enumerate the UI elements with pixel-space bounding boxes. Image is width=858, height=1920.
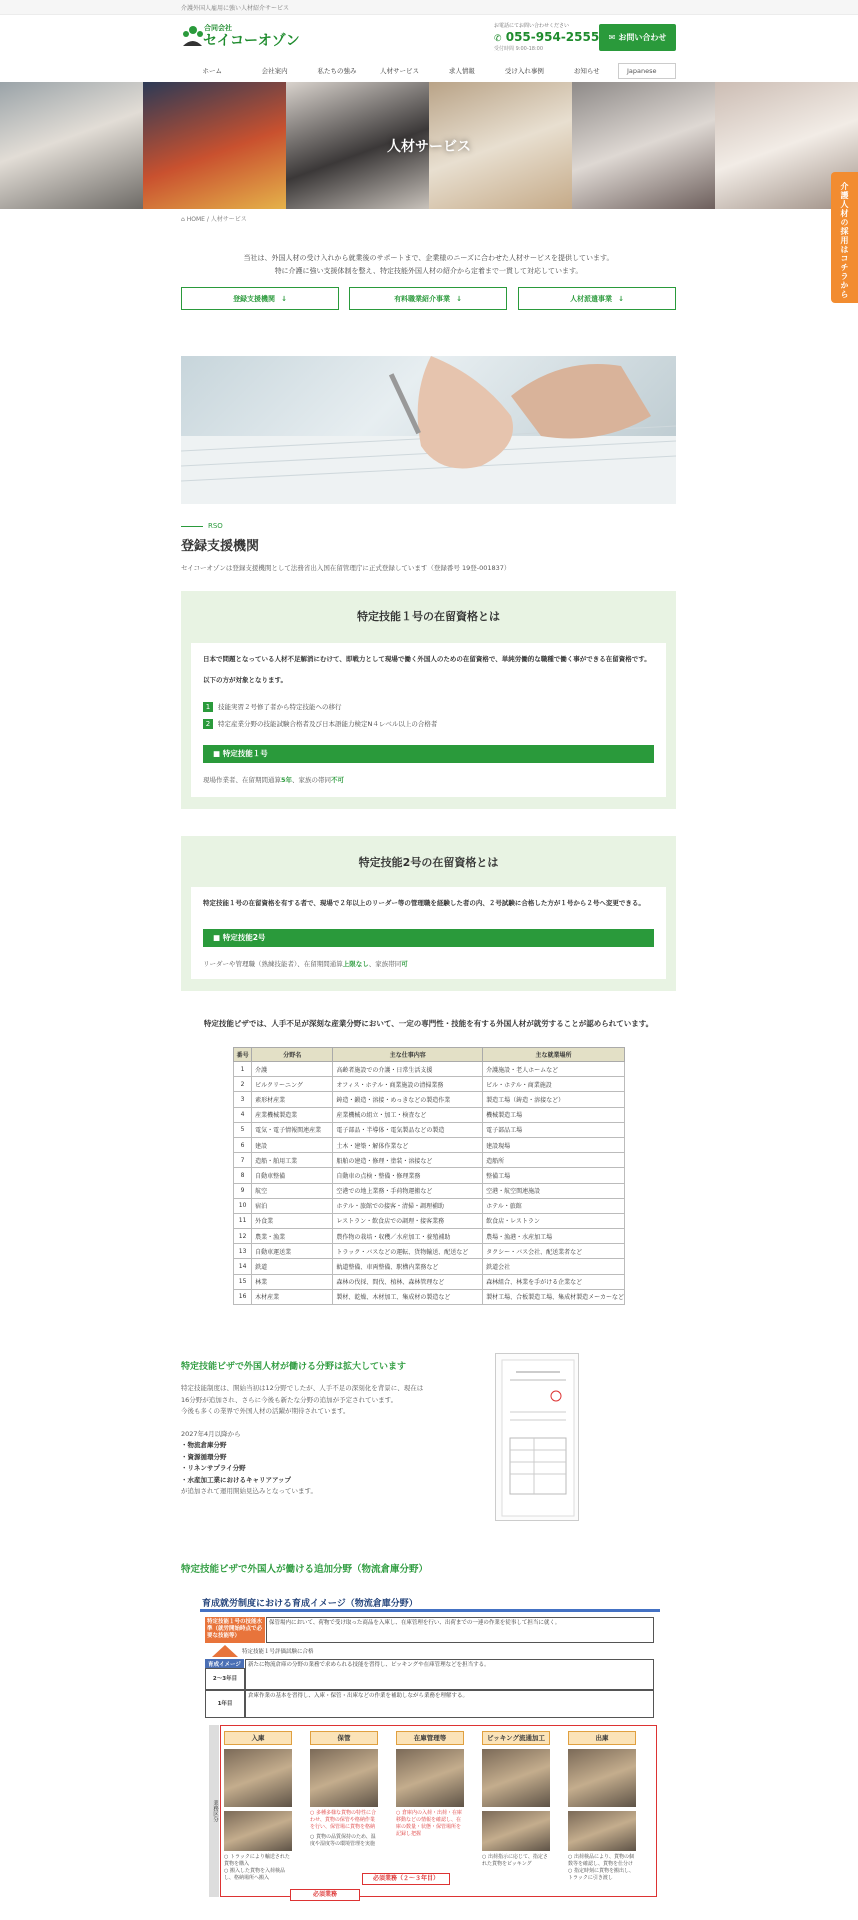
table-cell: 製材工場、合板製造工場、集成材製造メーカーなど [483, 1289, 625, 1304]
side-recruit-tab-label: 介護人材の採用はコチラから [840, 182, 849, 299]
breadcrumb: ⌂ HOME / 人材サービス [181, 216, 247, 223]
box-subheading-bar: ■ 特定技能１号 [203, 745, 654, 763]
table-row [234, 1122, 625, 1137]
box-content [191, 887, 666, 979]
site-logo[interactable] [181, 22, 306, 52]
column-photo [482, 1811, 550, 1851]
arrow-down-icon: ↓ [281, 294, 287, 303]
table-cell: 外食業 [252, 1213, 333, 1228]
table-cell: 5 [234, 1122, 252, 1137]
jobs-table [233, 1047, 625, 1305]
box-footer-text [203, 775, 344, 784]
flow-column [224, 1731, 292, 1881]
table-row [234, 1289, 625, 1304]
table-cell: ホテル・旅館での接客・清掃・調理補助 [333, 1198, 483, 1213]
table-row [234, 1229, 625, 1244]
table-cell: 15 [234, 1274, 252, 1289]
table-row [234, 1259, 625, 1274]
table-cell: 鋳造・鍛造・溶接・めっきなどの製造作業 [333, 1092, 483, 1107]
language-select[interactable]: Japanese [618, 63, 676, 79]
table-cell: 農場・漁港・水産加工場 [483, 1229, 625, 1244]
table-cell: 鉄道会社 [483, 1259, 625, 1274]
tel-caption: お電話にてお問い合わせください [494, 23, 570, 29]
exam-text: 特定技能１号評価試験に合格 [242, 1649, 314, 1655]
top-bar [0, 0, 858, 15]
table-cell: 建設現場 [483, 1137, 625, 1152]
contact-button[interactable] [599, 24, 676, 51]
column-text: ○ 出荷検品により、貨物の個数等を確認し、貨物を仕分け ○ 指定時刻に貨物を搬出し、トラックに引き渡し [568, 1854, 634, 1881]
list-item [203, 719, 437, 729]
table-cell: 建設 [252, 1137, 333, 1152]
hand-writing-illustration [181, 356, 676, 504]
image-label: 育成イメージ [205, 1659, 244, 1669]
intro-line: 当社は、外国人材の受け入れから就業後のサポートまで、企業様のニーズに合わせた人材サービスを提供しています。 [243, 254, 614, 262]
expansion-paragraph: 特定技能制度は、開始当初は12分野でしたが、人手不足の深刻化を背景に、現在は16分野が追加され、さらに今後も新たな分野の追加が予定されています。 [181, 1384, 424, 1404]
global-nav [181, 63, 676, 79]
year-label: 1年目 [205, 1690, 245, 1718]
side-recruit-tab[interactable] [831, 172, 858, 303]
diagram-title: 育成就労制度における育成イメージ（物流倉庫分野） [202, 1599, 418, 1609]
table-cell: ビル・ホテル・商業施設 [483, 1077, 625, 1092]
table-cell: 木材産業 [252, 1289, 333, 1304]
table-cell: 産業機械製造業 [252, 1107, 333, 1122]
table-cell: 1 [234, 1062, 252, 1077]
nav-item-company[interactable]: 会社案内 [261, 67, 288, 75]
expansion-list-item: ・物流倉庫分野 [181, 1441, 227, 1449]
footer-highlight: 不可 [331, 776, 345, 784]
certificate-image [495, 1353, 579, 1521]
table-cell: オフィス・ホテル・商業施設の清掃業務 [333, 1077, 483, 1092]
arrow-down-icon: ↓ [618, 294, 624, 303]
table-cell: 農作物の栽培・収穫／水産加工・養殖補助 [333, 1229, 483, 1244]
document-illustration [496, 1354, 580, 1522]
table-cell: 10 [234, 1198, 252, 1213]
anchor-button-rso[interactable] [181, 287, 339, 310]
side-label: 業務区分 [209, 1725, 219, 1897]
expansion-list-item: ・リネンサプライ分野 [181, 1464, 246, 1472]
table-cell: 林業 [252, 1274, 333, 1289]
breadcrumb-current: 人材サービス [210, 216, 247, 223]
column-photo [224, 1749, 292, 1807]
footer-part: 現場作業者、在留期間通算 [203, 776, 281, 784]
section-subtitle: RSO [181, 522, 223, 530]
table-cell: 製材、乾燥、木材加工、集成材の製造など [333, 1289, 483, 1304]
required-label: 必須業務（２〜３年目） [362, 1873, 450, 1885]
table-cell: 航空 [252, 1183, 333, 1198]
footer-highlight: 可 [401, 960, 408, 968]
box-subheading-bar: ■ 特定技能2号 [203, 929, 654, 947]
tel-block [494, 22, 600, 54]
mail-icon: ✉ [608, 33, 616, 42]
nav-item-cases[interactable]: 受け入れ事例 [504, 67, 544, 75]
table-cell: ビルクリーニング [252, 1077, 333, 1092]
table-cell: 自動車整備 [252, 1168, 333, 1183]
expansion-body [181, 1383, 426, 1498]
home-icon: ⌂ [181, 216, 185, 223]
table-cell: 9 [234, 1183, 252, 1198]
table-cell: 6 [234, 1137, 252, 1152]
contact-button-label: お問い合わせ [618, 33, 667, 42]
nav-item-services[interactable]: 人材サービス [379, 67, 419, 75]
table-cell: 高齢者施設での介護・日常生活支援 [333, 1062, 483, 1077]
logo-company-type: 合同会社 [204, 24, 232, 32]
table-cell: 7 [234, 1153, 252, 1168]
table-cell: 自動車の点検・整備・修理業務 [333, 1168, 483, 1183]
table-cell: タクシー・バス会社、配送業者など [483, 1244, 625, 1259]
required-label: 必須業務 [290, 1889, 360, 1901]
flow-column [568, 1731, 636, 1881]
tel-number: 055-954-2555 [505, 30, 600, 44]
expansion-subheading: 2027年4月以降から [181, 1429, 241, 1438]
column-text: ○ 多種多様な貨物の特性に合わせ、貨物の保管や格納作業を行い、保管場に貨物を格納 [310, 1810, 376, 1830]
nav-item-jobs[interactable]: 求人情報 [448, 67, 475, 75]
table-cell: 素形材産業 [252, 1092, 333, 1107]
phone-icon: ✆ [494, 34, 502, 44]
section-photo-pen [181, 356, 676, 504]
table-cell: 電子部品工場 [483, 1122, 625, 1137]
footer-part: 、家族の帯同 [292, 776, 332, 784]
anchor-button-label: 登録支援機関 [233, 294, 276, 303]
list-item-text: 技能実習２号修了者から特定技能への移行 [218, 703, 342, 711]
table-row [234, 1213, 625, 1228]
table-cell: 森林組合、林業を手がける企業など [483, 1274, 625, 1289]
footer-highlight: 5年 [281, 776, 293, 784]
table-cell: 軌道整備、車両整備、駅構内業務など [333, 1259, 483, 1274]
anchor-button-label: 有料職業紹介事業 [394, 294, 451, 303]
goal-label: 特定技能１号の技能水準（就労開始時点で必要な技能等） [205, 1617, 265, 1643]
table-row [234, 1062, 625, 1077]
intro-text [181, 252, 676, 278]
table-cell: 農業・漁業 [252, 1229, 333, 1244]
table-cell: 船舶の建造・修理・塗装・溶接など [333, 1153, 483, 1168]
column-header: 在庫管理等 [396, 1731, 464, 1745]
table-cell: 空港・航空関連施設 [483, 1183, 625, 1198]
top-bar-text: 介護外国人雇用に強い人材紹介サービス [181, 5, 290, 12]
box-footer-text [203, 959, 408, 968]
year-text: 倉庫作業の基本を習得し、入庫・保管・出庫などの作業を補助しながら業務を理解する。 [245, 1690, 654, 1718]
table-cell: 介護 [252, 1062, 333, 1077]
nav-item-news[interactable]: お知らせ [573, 67, 600, 75]
flow-column [310, 1731, 378, 1881]
table-cell: 14 [234, 1259, 252, 1274]
expansion-paragraph: 今後も多くの業界で外国人材の活躍が期待されています。 [181, 1407, 350, 1415]
table-cell: レストラン・飲食店での調理・接客業務 [333, 1213, 483, 1228]
intro-line: 特に介護に強い支援体制を整え、特定技能外国人材の紹介から定着まで一貫して対応しています。 [274, 267, 583, 275]
table-cell: 機械製造工場 [483, 1107, 625, 1122]
column-photo [310, 1749, 378, 1807]
table-cell: 16 [234, 1289, 252, 1304]
box-title: 特定技能１号の在留資格とは [357, 610, 500, 623]
table-row [234, 1168, 625, 1183]
table-header-cell: 分野名 [252, 1048, 333, 1062]
table-cell: 飲食店・レストラン [483, 1213, 625, 1228]
number-badge: 1 [203, 702, 213, 712]
expansion-list-item: ・水産加工業におけるキャリアアップ [181, 1475, 292, 1484]
table-cell: 2 [234, 1077, 252, 1092]
column-photo [482, 1749, 550, 1807]
additional-field-title: 特定技能ビザで外国人が働ける追加分野（物流倉庫分野） [181, 1564, 429, 1575]
tel-hours: 受付時間 9:00-18:00 [494, 46, 544, 52]
expansion-tail: が追加されて運用開始見込みとなっています。 [181, 1487, 317, 1495]
column-text: ○ 倉庫内の入荷・出荷・在庫移動などの情報を確認し、在庫の数量・状態・保管場所を記録し把握 [396, 1810, 462, 1837]
table-header-cell: 主な就業場所 [483, 1048, 625, 1062]
expansion-list-item: ・資源循環分野 [181, 1452, 227, 1461]
year-label: 2〜3年目 [205, 1668, 245, 1690]
logo-company-name: セイコーオゾン [203, 33, 300, 49]
footer-highlight: 上限なし [342, 960, 369, 968]
logo-mark-icon [181, 24, 204, 48]
column-header: ピッキング流通加工 [482, 1731, 550, 1745]
box-lead: 日本で問題となっている人材不足解消にむけて、即戦力として現場で働く外国人のための在留資格で、単純労働的な職種で働く事ができる在留資格です。 [203, 655, 651, 663]
table-cell: 自動車運送業 [252, 1244, 333, 1259]
table-cell: 3 [234, 1092, 252, 1107]
list-item-text: 特定産業分野の技能試験合格者及び日本語能力検定N４レベル以上の合格者 [218, 720, 438, 728]
anchor-button-label: 人材派遣事業 [570, 294, 613, 303]
column-photo [396, 1749, 464, 1807]
table-row [234, 1153, 625, 1168]
flow-column [482, 1731, 550, 1881]
table-row [234, 1198, 625, 1213]
box-lead: 特定技能１号の在留資格を有する者で、現場で２年以上のリーダー等の管理職を経験した者の内、２号試験に合格した方が１号から２号へ変更できる。 [203, 899, 645, 907]
column-photo [224, 1811, 292, 1851]
table-cell: 12 [234, 1229, 252, 1244]
table-cell: 産業機械の組立・加工・検査など [333, 1107, 483, 1122]
box-lead-2: 以下の方が対象となります。 [203, 676, 287, 684]
box-title: 特定技能2号の在留資格とは [358, 856, 499, 869]
anchor-button-placement[interactable] [349, 287, 507, 310]
table-cell: 森林の伐採、間伐、植林、森林管理など [333, 1274, 483, 1289]
breadcrumb-home[interactable]: HOME [186, 216, 205, 223]
diagram-title-underline [200, 1609, 660, 1612]
training-diagram [200, 1593, 660, 1903]
table-row [234, 1137, 625, 1152]
footer-part: リーダーや管理職（熟練技能者）、在留期間通算 [203, 960, 343, 968]
column-header: 保管 [310, 1731, 378, 1745]
goal-text: 保管場内において、荷物で受け取った商品を入庫し、在庫管理を行い、出荷までの一連の作業を従事して担当に就く。 [266, 1617, 654, 1643]
table-row [234, 1183, 625, 1198]
specified-skill-1-box [181, 591, 676, 809]
number-badge: 2 [203, 719, 213, 729]
visa-statement: 特定技能ビザでは、人手不足が深刻な産業分野において、一定の専門性・技能を有する外国人材が就労することが認められています。 [203, 1019, 654, 1028]
arrow-down-icon: ↓ [456, 294, 462, 303]
table-cell: 造船所 [483, 1153, 625, 1168]
table-cell: 8 [234, 1168, 252, 1183]
expansion-title: 特定技能ビザで外国人材が働ける分野は拡大しています [181, 1362, 407, 1372]
up-arrow-icon [210, 1645, 240, 1657]
column-photo [568, 1811, 636, 1851]
table-cell: 宿泊 [252, 1198, 333, 1213]
column-header: 入庫 [224, 1731, 292, 1745]
table-cell: 鉄道 [252, 1259, 333, 1274]
table-cell: 4 [234, 1107, 252, 1122]
table-row [234, 1107, 625, 1122]
anchor-button-dispatch[interactable] [518, 287, 676, 310]
section-title: 登録支援機関 [181, 539, 260, 554]
nav-item-strengths[interactable]: 私たちの強み [317, 67, 357, 75]
section-description: セイコーオゾンは登録支援機関として法務省出入国在留管理庁に正式登録しています（登録番号 19登-001837） [181, 564, 511, 572]
column-text: ○ トラックにより輸送された貨物を購入 ○ 搬入した貨物を入荷検品し、格納場所へ搬入 [224, 1854, 290, 1881]
table-cell: 土木・建築・解体作業など [333, 1137, 483, 1152]
table-header-row [234, 1048, 625, 1062]
table-cell: トラック・バスなどの運転、貨物輸送、配送など [333, 1244, 483, 1259]
table-row [234, 1274, 625, 1289]
column-text: ○ 出荷指示に応じて、指定された貨物をピッキング [482, 1854, 548, 1867]
table-header-cell: 番号 [234, 1048, 252, 1062]
table-row [234, 1077, 625, 1092]
footer-part: 、家族帯同 [368, 960, 402, 968]
table-cell: ホテル・旅館 [483, 1198, 625, 1213]
table-row [234, 1244, 625, 1259]
table-row [234, 1092, 625, 1107]
column-header: 出庫 [568, 1731, 636, 1745]
flow-column [396, 1731, 464, 1881]
table-cell: 電子部品・半導体・電気製品などの製造 [333, 1122, 483, 1137]
column-text: ○ 貨物の品質保持のため、温度や湿度等の環境管理を実施 [310, 1834, 376, 1847]
list-item [203, 702, 342, 712]
hero-title: 人材サービス [387, 139, 471, 155]
table-cell: 介護施設・老人ホームなど [483, 1062, 625, 1077]
table-cell: 整備工場 [483, 1168, 625, 1183]
table-cell: 11 [234, 1213, 252, 1228]
table-cell: 製造工場（鋳造・溶接など） [483, 1092, 625, 1107]
table-header-cell: 主な仕事内容 [333, 1048, 483, 1062]
table-cell: 造船・舶用工業 [252, 1153, 333, 1168]
box-content [191, 643, 666, 797]
column-photo [568, 1749, 636, 1807]
nav-item-home[interactable]: ホーム [202, 67, 222, 75]
tel-number-row[interactable] [494, 30, 600, 44]
specified-skill-2-box [181, 836, 676, 991]
table-cell: 13 [234, 1244, 252, 1259]
year-text: 新たに物流倉庫の分野の業務で求められる技能を習得し、ピッキングや在庫管理などを担当する。 [245, 1659, 654, 1690]
table-cell: 空港での地上業務・手荷物運搬など [333, 1183, 483, 1198]
table-cell: 電気・電子情報関連産業 [252, 1122, 333, 1137]
